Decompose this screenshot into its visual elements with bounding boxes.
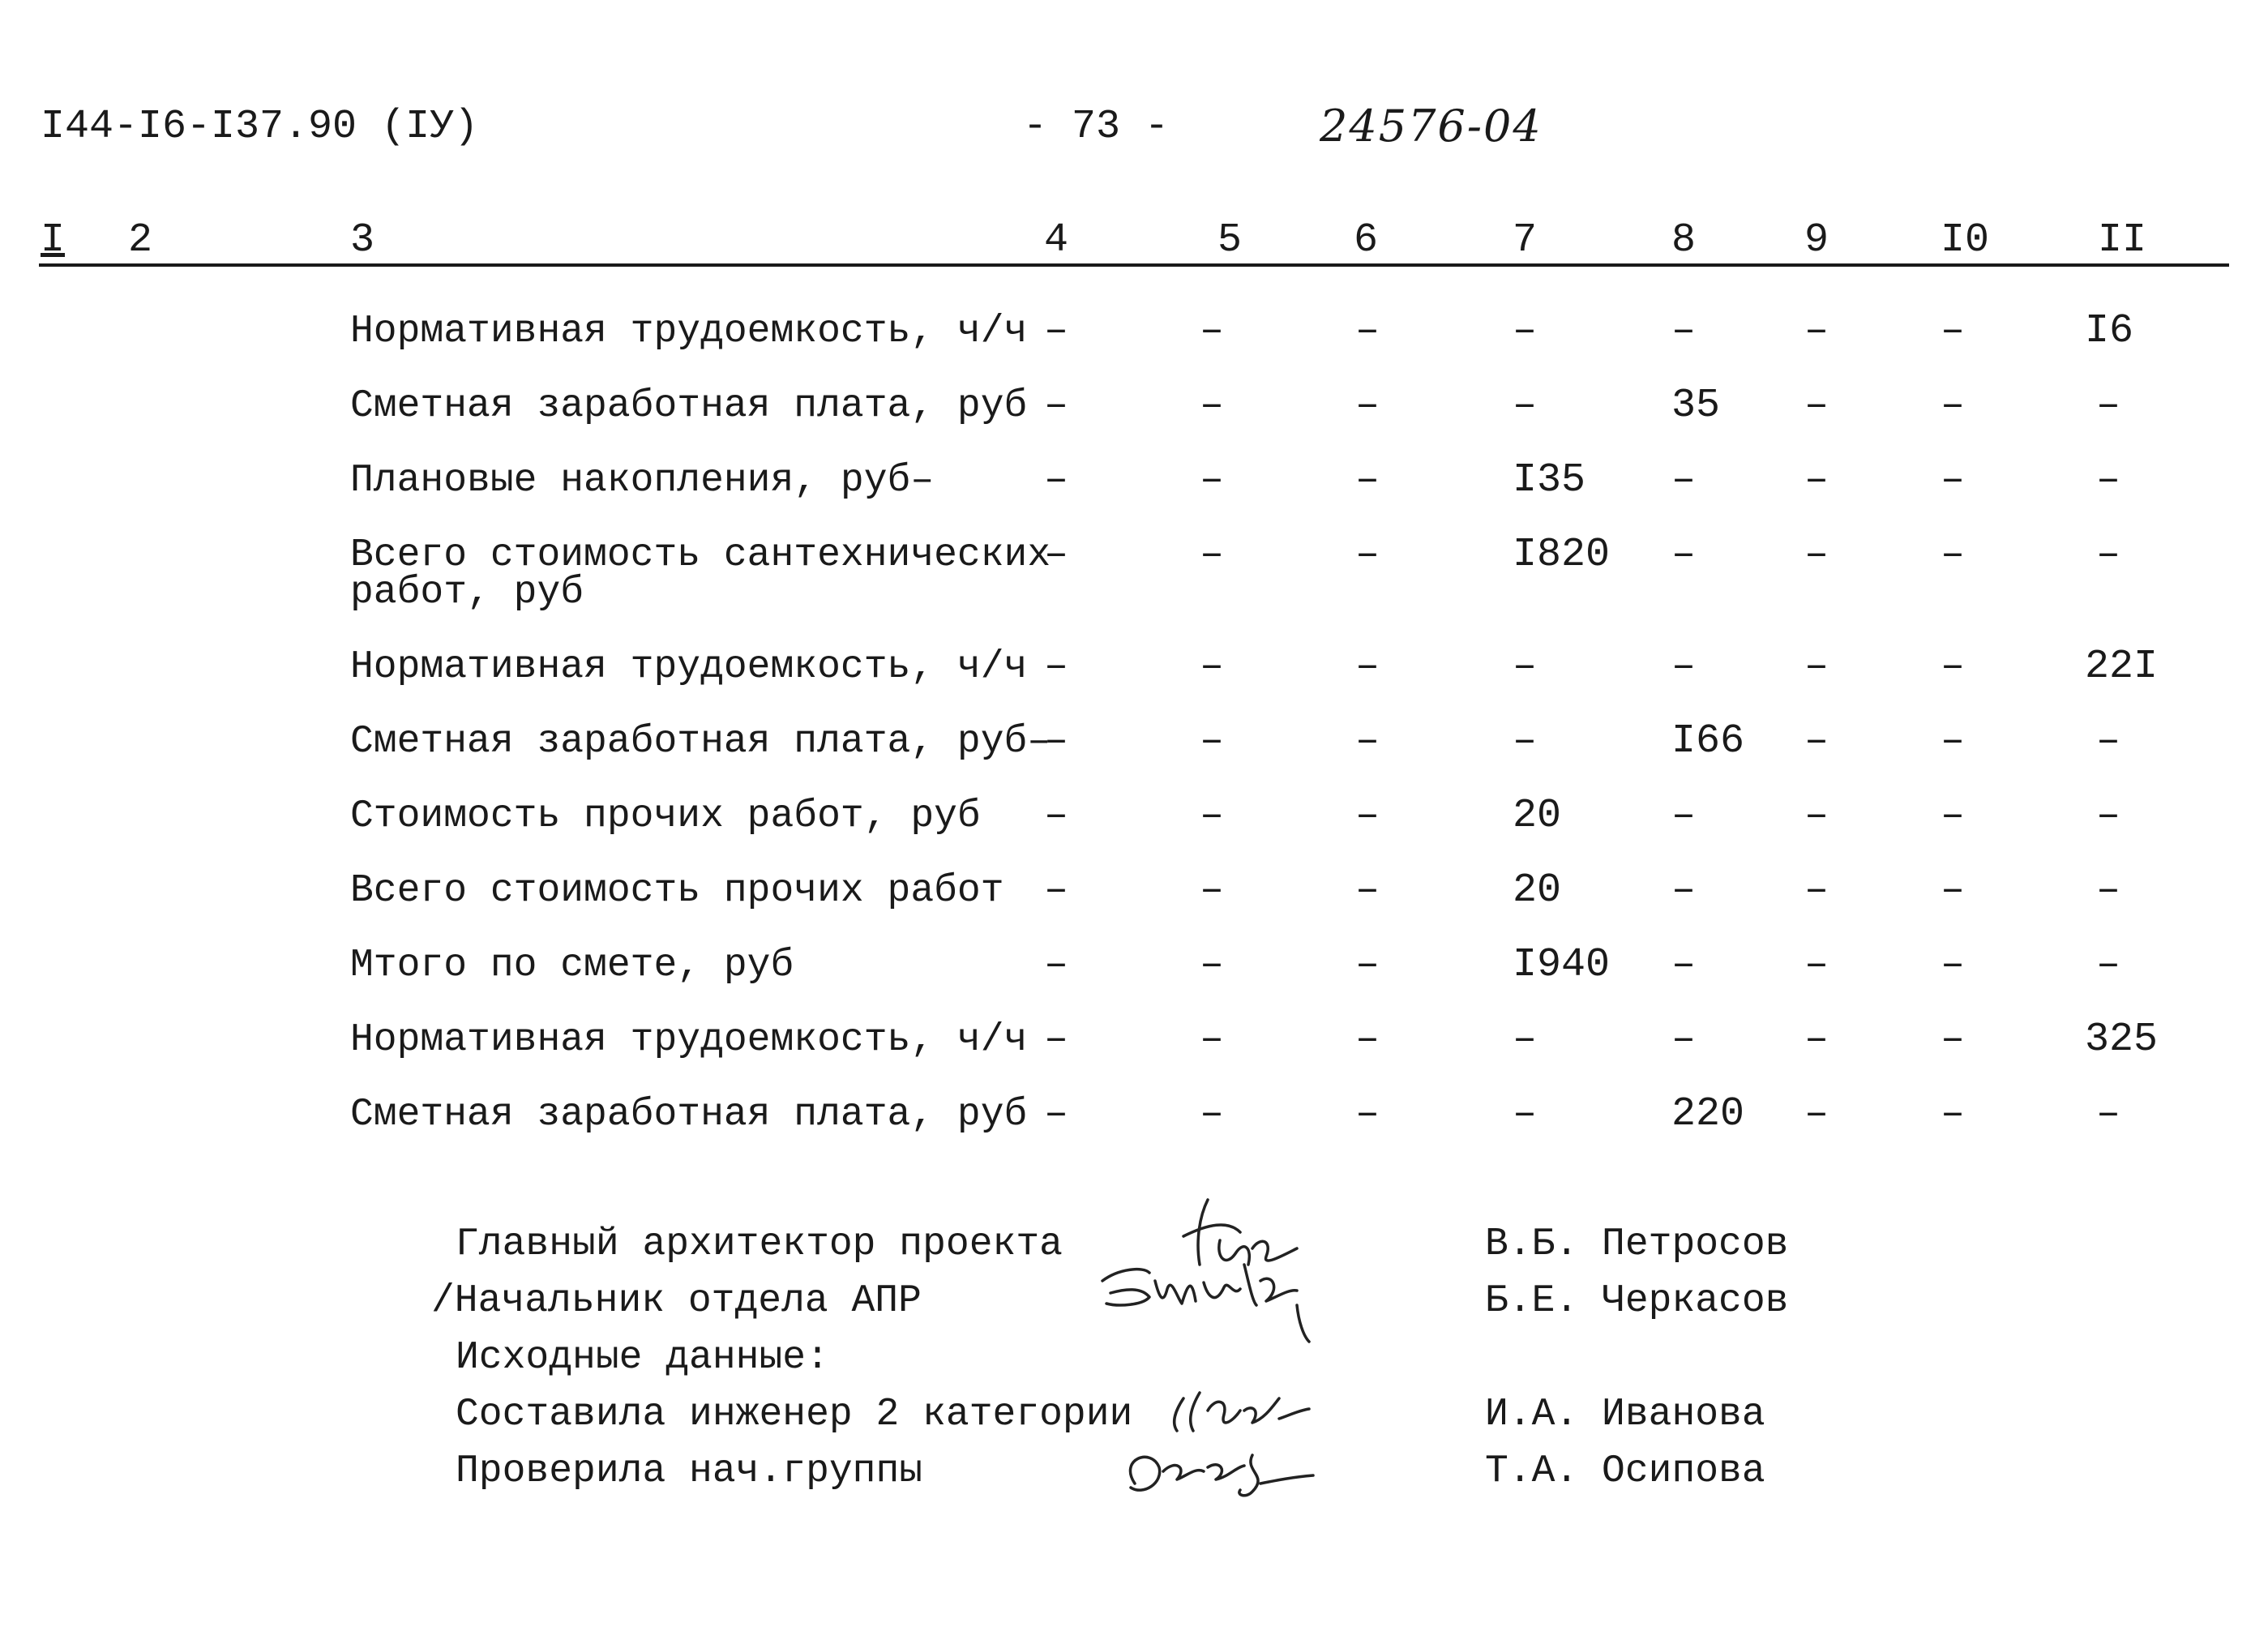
cell-col-5: – xyxy=(1200,383,1225,429)
row-label: Всего стоимость сантехнических работ, руб xyxy=(350,533,1051,614)
cell-col-9: – xyxy=(1804,793,1829,839)
cell-col-5: – xyxy=(1200,867,1225,914)
column-header-3: 3 xyxy=(350,217,375,263)
table-row xyxy=(0,718,2268,798)
row-label: Сметная заработная плата, руб– xyxy=(350,720,1051,764)
cell-col-7: I820 xyxy=(1513,532,1611,578)
cell-col-8: – xyxy=(1671,793,1697,839)
cell-col-7: – xyxy=(1513,1091,1538,1137)
cell-col-9: – xyxy=(1804,867,1829,914)
page-number: - 73 - xyxy=(1023,104,1170,150)
row-label: Сметная заработная плата, руб xyxy=(350,1093,1028,1137)
cell-col-5: – xyxy=(1200,1017,1225,1063)
cell-col-4: – xyxy=(1044,1017,1069,1063)
cell-col-9: – xyxy=(1804,718,1829,764)
cell-col-11: – xyxy=(2096,1091,2121,1137)
cell-col-5: – xyxy=(1200,942,1225,988)
cell-col-10: – xyxy=(1941,867,1966,914)
cell-col-10: – xyxy=(1941,532,1966,578)
cell-col-8: – xyxy=(1671,532,1697,578)
header-rule xyxy=(39,263,2229,267)
table-row xyxy=(0,383,2268,462)
table-row xyxy=(0,308,2268,387)
cell-col-10: – xyxy=(1941,793,1966,839)
cell-col-9: – xyxy=(1804,308,1829,354)
signature-engineer xyxy=(1175,1393,1309,1431)
cell-col-6: – xyxy=(1355,457,1380,503)
cell-col-5: – xyxy=(1200,457,1225,503)
signature-name-group-head: Т.А. Осипова xyxy=(1485,1449,1765,1493)
cell-col-9: – xyxy=(1804,1091,1829,1137)
cell-col-4: – xyxy=(1044,867,1069,914)
cell-col-11: – xyxy=(2096,718,2121,764)
cell-col-10: – xyxy=(1941,1017,1966,1063)
column-header-10: I0 xyxy=(1941,217,1990,263)
cell-col-11: 22I xyxy=(2085,644,2159,690)
row-label: Стоимость прочих работ, руб xyxy=(350,794,981,838)
cell-col-11: – xyxy=(2096,942,2121,988)
cell-col-11: – xyxy=(2096,793,2121,839)
cell-col-11: – xyxy=(2096,383,2121,429)
cell-col-4: – xyxy=(1044,1091,1069,1137)
cell-col-8: – xyxy=(1671,942,1697,988)
cell-col-10: – xyxy=(1941,942,1966,988)
document-code: I44-I6-I37.90 (IУ) xyxy=(41,104,479,150)
cell-col-6: – xyxy=(1355,867,1380,914)
cell-col-10: – xyxy=(1941,308,1966,354)
signature-role-department-head: /Начальник отдела АПР xyxy=(431,1279,922,1323)
table-row xyxy=(0,867,2268,947)
cell-col-5: – xyxy=(1200,1091,1225,1137)
signature-name-chief-architect: В.Б. Петросов xyxy=(1485,1222,1789,1266)
column-header-11: II xyxy=(2098,217,2147,263)
signature-name-engineer: И.А. Иванова xyxy=(1485,1393,1765,1436)
column-header-9: 9 xyxy=(1804,217,1829,263)
cell-col-4: – xyxy=(1044,383,1069,429)
cell-col-7: – xyxy=(1513,308,1538,354)
signature-name-department-head: Б.Е. Черкасов xyxy=(1485,1279,1789,1323)
cell-col-11: I6 xyxy=(2085,308,2134,354)
cell-col-4: – xyxy=(1044,942,1069,988)
cell-col-7: – xyxy=(1513,383,1538,429)
table-row xyxy=(0,942,2268,1021)
cell-col-11: 325 xyxy=(2085,1017,2159,1063)
column-header-8: 8 xyxy=(1671,217,1697,263)
signature-chief-architect xyxy=(1183,1200,1297,1265)
cell-col-9: – xyxy=(1804,942,1829,988)
row-label: Мтого по смете, руб xyxy=(350,944,794,987)
signature-section-source-data: Исходные данные: xyxy=(456,1336,829,1380)
cell-col-6: – xyxy=(1355,308,1380,354)
signature-department-head xyxy=(1102,1265,1309,1342)
cell-col-8: 35 xyxy=(1671,383,1721,429)
cell-col-5: – xyxy=(1200,644,1225,690)
cell-col-9: – xyxy=(1804,457,1829,503)
cell-col-10: – xyxy=(1941,718,1966,764)
cell-col-5: – xyxy=(1200,793,1225,839)
cell-col-5: – xyxy=(1200,532,1225,578)
row-label: Нормативная трудоемкость, ч/ч xyxy=(350,645,1028,689)
cell-col-7: I35 xyxy=(1513,457,1586,503)
cell-col-7: – xyxy=(1513,718,1538,764)
table-row xyxy=(0,644,2268,723)
cell-col-4: – xyxy=(1044,644,1069,690)
cell-col-10: – xyxy=(1941,1091,1966,1137)
cell-col-4: – xyxy=(1044,532,1069,578)
signature-group-head xyxy=(1130,1455,1313,1496)
cell-col-7: 20 xyxy=(1513,793,1562,839)
handwritten-document-number: 24576-04 xyxy=(1320,101,1543,152)
cell-col-10: – xyxy=(1941,644,1966,690)
cell-col-9: – xyxy=(1804,644,1829,690)
cell-col-8: – xyxy=(1671,308,1697,354)
cell-col-9: – xyxy=(1804,532,1829,578)
cell-col-7: I940 xyxy=(1513,942,1611,988)
column-header-2: 2 xyxy=(128,217,153,263)
cell-col-11: – xyxy=(2096,532,2121,578)
cell-col-11: – xyxy=(2096,867,2121,914)
cell-col-6: – xyxy=(1355,383,1380,429)
column-header-5: 5 xyxy=(1217,217,1243,263)
cell-col-5: – xyxy=(1200,308,1225,354)
cell-col-7: – xyxy=(1513,1017,1538,1063)
row-label: Сметная заработная плата, руб xyxy=(350,384,1028,428)
row-label: Плановые накопления, руб– xyxy=(350,459,935,503)
cell-col-8: – xyxy=(1671,867,1697,914)
row-label: Всего стоимость прочих работ xyxy=(350,869,1004,913)
cell-col-6: – xyxy=(1355,644,1380,690)
cell-col-7: – xyxy=(1513,644,1538,690)
cell-col-10: – xyxy=(1941,457,1966,503)
column-header-7: 7 xyxy=(1513,217,1538,263)
cell-col-11: – xyxy=(2096,457,2121,503)
signature-role-group-head: Проверила нач.группы xyxy=(456,1449,923,1493)
cell-col-7: 20 xyxy=(1513,867,1562,914)
signature-role-chief-architect: Главный архитектор проекта xyxy=(456,1222,1063,1266)
cell-col-8: 220 xyxy=(1671,1091,1745,1137)
cell-col-8: – xyxy=(1671,644,1697,690)
cell-col-6: – xyxy=(1355,942,1380,988)
signature-role-engineer: Составила инженер 2 категории xyxy=(456,1393,1133,1436)
table-row xyxy=(0,1091,2268,1171)
cell-col-4: – xyxy=(1044,718,1069,764)
cell-col-6: – xyxy=(1355,793,1380,839)
cell-col-6: – xyxy=(1355,718,1380,764)
column-header-6: 6 xyxy=(1354,217,1379,263)
cell-col-4: – xyxy=(1044,793,1069,839)
handwritten-signatures xyxy=(1086,1192,1394,1516)
table-row xyxy=(0,1017,2268,1096)
cell-col-8: – xyxy=(1671,1017,1697,1063)
cell-col-6: – xyxy=(1355,532,1380,578)
cell-col-8: I66 xyxy=(1671,718,1745,764)
table-row xyxy=(0,457,2268,537)
cell-col-8: – xyxy=(1671,457,1697,503)
cell-col-9: – xyxy=(1804,383,1829,429)
cell-col-6: – xyxy=(1355,1091,1380,1137)
cell-col-10: – xyxy=(1941,383,1966,429)
column-header-1: I xyxy=(41,217,66,263)
row-label: Нормативная трудоемкость, ч/ч xyxy=(350,310,1028,353)
cell-col-9: – xyxy=(1804,1017,1829,1063)
cell-col-5: – xyxy=(1200,718,1225,764)
cell-col-4: – xyxy=(1044,308,1069,354)
cell-col-4: – xyxy=(1044,457,1069,503)
row-label: Нормативная трудоемкость, ч/ч xyxy=(350,1018,1028,1062)
column-header-4: 4 xyxy=(1044,217,1069,263)
cell-col-6: – xyxy=(1355,1017,1380,1063)
table-row xyxy=(0,532,2268,614)
table-row xyxy=(0,793,2268,872)
